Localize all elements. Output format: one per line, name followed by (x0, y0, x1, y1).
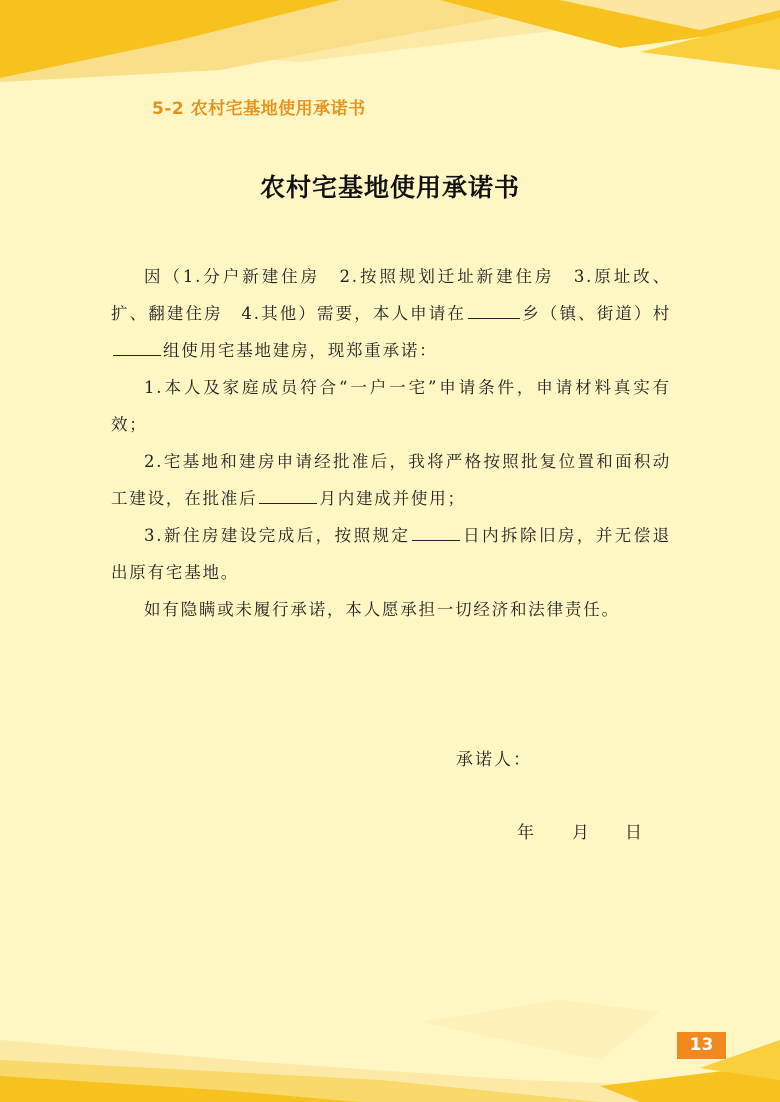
closing-statement: 如有隐瞒或未履行承诺，本人愿承担一切经济和法律责任。 (144, 600, 620, 619)
township-blank (468, 300, 520, 319)
item2-text-1: 2.宅基地和建房申请经批准后，我将严格按照批复位置和面积动工建设，在批准后 (111, 452, 671, 508)
intro-text-2: 乡（镇、街道）村 (521, 304, 671, 323)
item3-text-1: 3.新住房建设完成后，按照规定 (144, 526, 411, 545)
commitment-item-1: 1.本人及家庭成员符合“一户一宅”申请条件，申请材料真实有效； (111, 378, 671, 434)
commitment-item-3 (111, 517, 671, 591)
item2-text-2: 月内建成并使用； (319, 489, 466, 508)
months-blank (259, 485, 317, 504)
intro-text-3: 组使用宅基地建房，现郑重承诺： (163, 341, 438, 360)
group-blank (113, 337, 161, 356)
commitment-item-2 (111, 443, 671, 517)
date-year: 年 (517, 823, 534, 843)
item3-text-2: 日内拆除旧房，并无偿退出原有宅基地。 (111, 526, 671, 582)
days-blank (412, 522, 460, 541)
signer-label: 承诺人： (456, 750, 532, 770)
date-month: 月 (572, 823, 589, 843)
document-body (111, 258, 671, 628)
intro-paragraph (111, 258, 671, 369)
date-line (517, 818, 642, 843)
intro-text-1: 因（1.分户新建住房 2.按照规划迁址新建住房 3.原址改、扩、翻建住房 4.其他）需要，本人申请在 (111, 267, 671, 323)
document-title: 农村宅基地使用承诺书 (259, 173, 520, 202)
page-number: 13 (677, 1032, 726, 1059)
date-day: 日 (625, 823, 642, 843)
section-label: 5-2 农村宅基地使用承诺书 (152, 99, 366, 119)
